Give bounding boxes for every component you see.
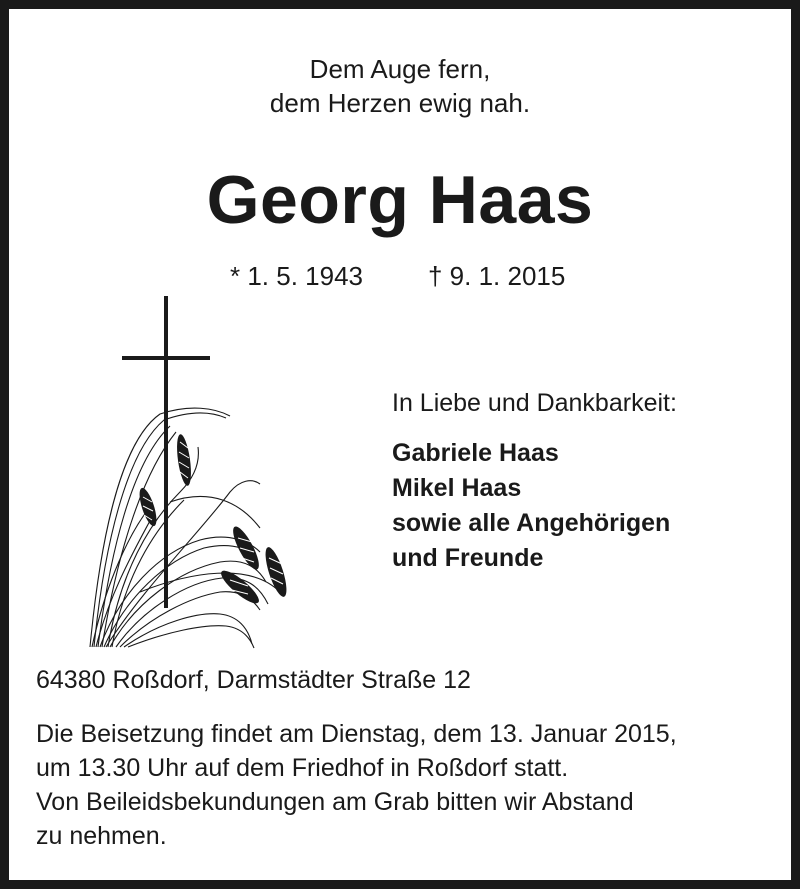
mourner-name: sowie alle Angehörigen bbox=[392, 509, 671, 537]
motto bbox=[0, 52, 800, 120]
motto-line-2: dem Herzen ewig nah. bbox=[269, 88, 531, 118]
mourner-name: und Freunde bbox=[392, 544, 544, 572]
deceased-name: Georg Haas bbox=[206, 162, 594, 238]
notice-line: Die Beisetzung findet am Dienstag, dem 13. Januar 2015, bbox=[36, 720, 677, 748]
death-date: † 9. 1. 2015 bbox=[428, 261, 566, 291]
address: 64380 Roßdorf, Darmstädter Straße 12 bbox=[36, 666, 471, 694]
birth-date: * 1. 5. 1943 bbox=[230, 261, 363, 291]
funeral-notice bbox=[36, 717, 766, 853]
motto-line-1: Dem Auge fern, bbox=[309, 54, 491, 84]
mourner-name: Gabriele Haas bbox=[392, 439, 559, 467]
thanks-line: In Liebe und Dankbarkeit: bbox=[392, 389, 677, 417]
cross-with-wheat-icon bbox=[80, 292, 320, 652]
mourners-list bbox=[392, 436, 670, 576]
notice-line: um 13.30 Uhr auf dem Friedhof in Roßdorf statt. bbox=[36, 754, 569, 782]
mourner-name: Mikel Haas bbox=[392, 474, 522, 502]
notice-line: Von Beileidsbekundungen am Grab bitten wir Abstand bbox=[36, 788, 634, 816]
notice-line: zu nehmen. bbox=[36, 822, 167, 850]
